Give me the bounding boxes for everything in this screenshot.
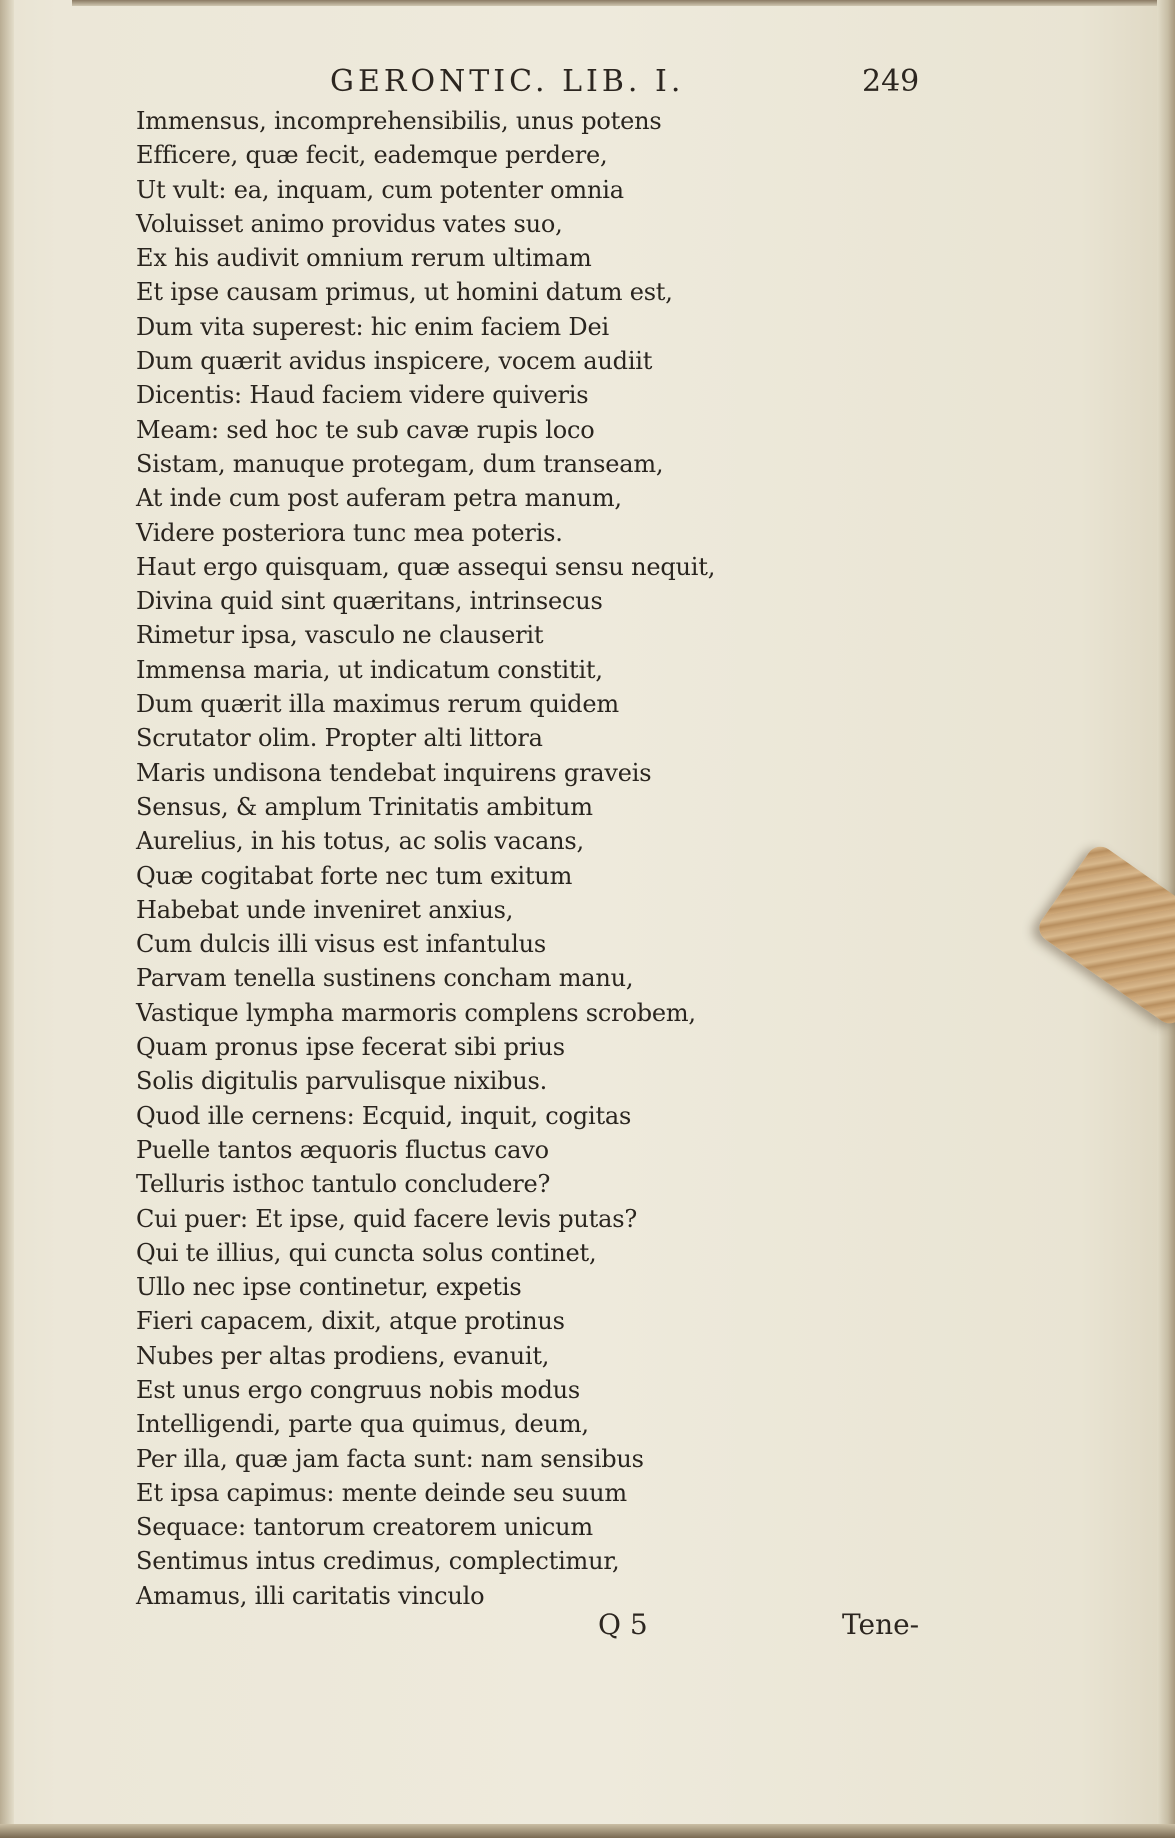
verse-line: Sentimus intus credimus, complectimur, <box>136 1547 620 1576</box>
verse-line: Dicentis: Haud faciem videre quiveris <box>136 381 589 410</box>
verse-line: Dum vita superest: hic enim faciem Dei <box>136 312 609 341</box>
verse-line: Quam pronus ipse fecerat sibi prius <box>136 1033 565 1062</box>
verse-line: Rimetur ipsa, vasculo ne clauserit <box>136 621 544 650</box>
verse-line: Divina quid sint quæritans, intrinsecus <box>136 587 603 616</box>
verse-line: Solis digitulis parvulisque nixibus. <box>136 1067 548 1096</box>
signature-mark: Q 5 <box>598 1608 648 1641</box>
verse-line: Quod ille cernens: Ecquid, inquit, cogitas <box>136 1101 632 1130</box>
running-head: GERONTIC. LIB. I. <box>330 64 685 99</box>
verse-line: Dum quærit illa maximus rerum quidem <box>136 690 619 719</box>
verse-line: Voluisset animo providus vates suo, <box>136 209 563 238</box>
verse-line: Immensus, incomprehensibilis, unus potens <box>136 107 662 135</box>
page-number: 249 <box>862 64 920 99</box>
verse-line: Ex his audivit omnium rerum ultimam <box>136 244 592 273</box>
verse-line: Cui puer: Et ipse, quid facere levis putas? <box>136 1204 637 1233</box>
verse-line: Habebat unde inveniret anxius, <box>136 895 514 924</box>
verse-line: Aurelius, in his totus, ac solis vacans, <box>136 827 584 856</box>
page-bottom-edge <box>0 1824 1175 1838</box>
page-header <box>0 64 1175 104</box>
verse-line: Videre posteriora tunc mea poteris. <box>136 518 563 547</box>
verse-line: Efficere, quæ fecit, eademque perdere, <box>136 141 608 170</box>
verse-line: Scrutator olim. Propter alti littora <box>136 724 543 753</box>
verse-line: Meam: sed hoc te sub cavæ rupis loco <box>136 415 595 444</box>
verse-line: Dum quærit avidus inspicere, vocem audiit <box>136 347 653 376</box>
verse-line: At inde cum post auferam petra manum, <box>136 484 622 513</box>
verse-line: Immensa maria, ut indicatum constitit, <box>136 655 603 684</box>
verse-line: Fieri capacem, dixit, atque protinus <box>136 1307 565 1336</box>
verse-line: Ullo nec ipse continetur, expetis <box>136 1273 522 1302</box>
verse-line: Nubes per altas prodiens, evanuit, <box>136 1341 550 1370</box>
verse-line: Haut ergo quisquam, quæ assequi sensu nequit, <box>136 552 716 581</box>
page-gutter <box>0 0 14 1838</box>
verse-line: Vastique lympha marmoris complens scrobem, <box>136 998 696 1027</box>
verse-line: Et ipsa capimus: mente deinde seu suum <box>136 1478 627 1507</box>
verse-text <box>136 104 1016 1613</box>
verse-line: Quæ cogitabat forte nec tum exitum <box>136 861 573 890</box>
page-top-edge <box>72 0 1175 6</box>
verse-line: Maris undisona tendebat inquirens graveis <box>136 758 652 787</box>
verse-line: Telluris isthoc tantulo concludere? <box>136 1170 551 1199</box>
verse-line: Ut vult: ea, inquam, cum potenter omnia <box>136 175 624 204</box>
verse-line: Amamus, illi caritatis vinculo <box>136 1581 485 1610</box>
verse-line: Et ipse causam primus, ut homini datum est, <box>136 278 673 307</box>
verse-line: Sensus, & amplum Trinitatis ambitum <box>136 792 593 821</box>
wooden-page-weight <box>1034 841 1175 1029</box>
verse-line: Cum dulcis illi visus est infantulus <box>136 930 546 959</box>
verse-line: Parvam tenella sustinens concham manu, <box>136 964 634 993</box>
verse-line: Sistam, manuque protegam, dum transeam, <box>136 449 664 478</box>
verse-line: Per illa, quæ jam facta sunt: nam sensibus <box>136 1444 644 1473</box>
page-footer <box>0 1608 1175 1648</box>
verse-line: Intelligendi, parte qua quimus, deum, <box>136 1410 589 1439</box>
catchword: Tene- <box>842 1608 920 1641</box>
verse-line: Puelle tantos æquoris fluctus cavo <box>136 1135 549 1164</box>
verse-line: Qui te illius, qui cuncta solus continet, <box>136 1238 597 1267</box>
verse-line: Sequace: tantorum creatorem unicum <box>136 1513 593 1542</box>
verse-line: Est unus ergo congruus nobis modus <box>136 1375 581 1404</box>
